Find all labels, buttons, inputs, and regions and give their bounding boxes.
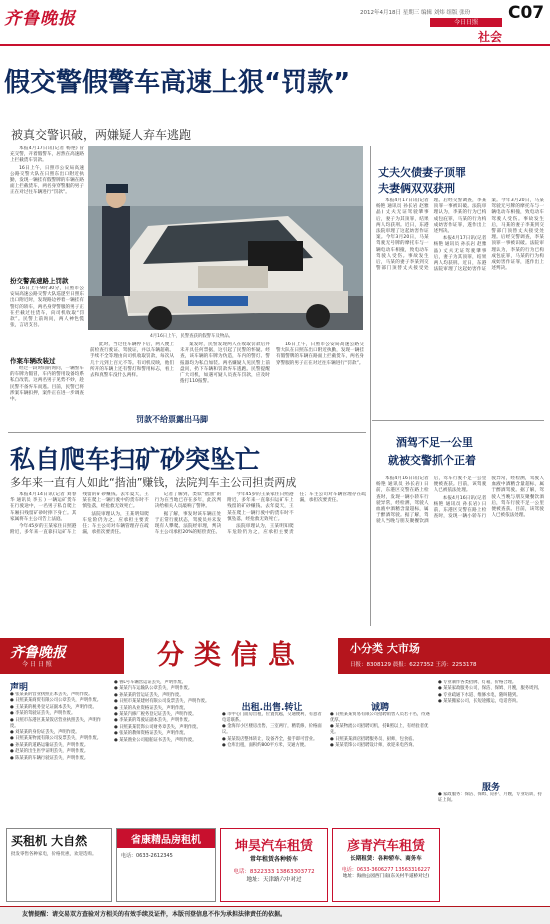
story2-body-7: 法院审理认为，王某明知爬车危险仍为之，应承担主要责任；车主公司对车辆管理存在疏漏，承担次要责任。 [227, 492, 366, 536]
ad-appliance-title: 买租机 大自然 [11, 834, 88, 848]
story1-middle-column [90, 342, 174, 412]
classified-item: ● 日照某某贸易有限公司招聘销售人员若干名，待遇优厚。 [330, 712, 430, 723]
story1-intro [10, 146, 84, 270]
ad-appliance-body: 批发零售各种家电，价格优惠，欢迎选购。 [11, 852, 97, 857]
photo-caption: 4月16日上午，民警查获的假警车及物品。 [150, 334, 234, 339]
classified-item: ● 专业制作各类招牌、灯箱，价格合理。 [438, 680, 517, 685]
ad4-phone: 电话：0633-3606277 13563316227 [341, 867, 431, 873]
story1-body-2: 经过一段时间的询问，一辆警车的车牌为假冒，车内的警用设备均系私自改装。这两名男子见势不妙，趁民警不备弃车而逃。目前，民警已将涉案车辆扣押，案件正在进一步调查中。 [10, 366, 84, 403]
ad3-address: 地址：天津路六中对过 [246, 877, 302, 883]
news-photo [88, 146, 363, 330]
story2-headline: 私自爬车扫矿砂突坠亡 [10, 445, 261, 474]
classified-item: ● 张某的教师资格证丢失，声明作废。 [114, 731, 188, 737]
classified-item: ● 王某某的税务登记证副本丢失，声明作废。 [10, 704, 97, 710]
column-divider [370, 146, 371, 626]
col-jobs-head: 诚聘 [370, 703, 389, 713]
classified-item: ● 日照市某某建材有限公司发票丢失，声明作废。 [114, 699, 210, 705]
story1-section-1 [10, 286, 84, 352]
story2-body-6: 今年45岁的王某家住日照港附近，多年来一直靠扫运矿车上残留的矿砂赚钱。去年夏天，王某在爬上一辆行驶中的货车时不慎坠落，经抢救无效死亡。 [227, 492, 294, 522]
classified-item: ● 日照某某物流有限公司发票丢失，声明作废。 [10, 736, 102, 742]
classified-item: ● 鲁L号车辆营运证丢失，声明作废。 [114, 680, 186, 685]
jobs-list [330, 712, 432, 824]
classified-item: ● 某某渔业公司船舶证书丢失，声明作废。 [114, 737, 197, 743]
side-story1-title-1: 丈夫欠债妻子顶罪 [378, 166, 466, 179]
story2-subhead: 多年来一直有人如此“揩油”赚钱，法院判车主公司担责两成 [10, 476, 297, 489]
header-rule [0, 44, 550, 46]
classified-item: ● 金海岸小区楼房出售，三室两厅，精装修，价格面议。 [222, 724, 322, 736]
side-story2-text: 本报4月16日讯(记者 杨艳 通讯员 孙长岩) 日前，东港区交警在路上检查时，发现一辆小轿车行驶异常，经检测，驾驶人血液中酒精含量超标，属于醉酒驾驶。据了解，驾驶人当晚与朋友聚餐饮酒后，驾车行驶不足一公里便被查获。目前，该驾驶人已被依法处理。 [376, 476, 487, 525]
classified-item: ● 孙某某的道路运输证丢失，声明作废。 [10, 742, 89, 748]
ad4-subtitle: 长期租赁：各种轿车、商务车 [350, 856, 422, 862]
service-list [438, 680, 544, 776]
story-divider [8, 432, 366, 433]
ad-phone-rental [116, 828, 216, 902]
classified-item: ● 王某的从业资格证丢失，声明作废。 [114, 705, 188, 711]
side-story1-text: 本报4月17日讯(记者 杨艳 通讯员 孙长岩 赵雅晶) 丈夫无证驾驶肇事后，妻子为其顶罪，结果两人均获刑。近日，东港法院审理了这起妨害作证案。今年3月20日，马某驾驶无号牌的摩托车与一辆电动车相撞，致电动车驾驶人受伤。事故发生后，马某的妻子李某到交警部门顶替丈夫接受处理。后经交警调查，李某顶罪一事被识破。法院审理认为，李某的行为已构成包庇罪，马某的行为构成妨害作证罪，遂作出上述判决。 [376, 198, 487, 272]
classified-item: ● 赵某的出生医学证明丢失，声明作废。 [10, 749, 89, 755]
col-statement-head: 声明 [10, 683, 29, 693]
story2-body-5: 据了解，事发时该车辆正处于正常行驶状态，驾驶员并未发现有人攀爬。法院经审理，判决车主公司承担20%的赔偿责任。 [154, 511, 222, 536]
ad-appliance [6, 828, 112, 902]
dateline: 2012年4月18日 星期三 编辑 刘炜 组版 张玢 [360, 10, 471, 16]
story2-body-4: 记者了解到，类似“揩油”的行为在当地已存在多年，此次判决给相关人员敲响了警钟。 [154, 492, 222, 510]
classified-item: ● 刘某某的身份证丢失，声明作废。 [10, 729, 80, 735]
story1-subtitle-3: 罚款不给票露出马脚 [136, 415, 208, 424]
section-banner: 今日日照 [430, 18, 502, 27]
classified-item: ● 某某物流公司招聘司机，持B照以上，有经验者优先。 [330, 724, 429, 736]
classified-item: ● 某某家政服务公司，保洁、保姆、月嫂，服务周到。 [438, 686, 542, 692]
side-divider [372, 420, 544, 421]
classified-item: ● 某某搬家公司，长短途搬运，电话咨询。 [438, 699, 521, 705]
ad-phone-body: 电话：0633-2612345 [121, 853, 173, 859]
footer-notice: 友情提醒：请交易双方查验对方相关的有效手续及证件，本版刊登信息不作为承担法律责任的依据。 [0, 906, 550, 924]
col-service-head: 服务 [481, 783, 500, 793]
ad-car-rental-1 [220, 828, 328, 902]
side-story1-body [376, 198, 544, 410]
story1-subtitle-1: 扮交警高速路上罚款 [10, 277, 69, 285]
statement-list-1 [10, 692, 108, 824]
side-story1-text-cont: 本报4月17日讯(记者 杨艳 通讯员 孙长岩 赵雅晶) 丈夫无证驾驶肇事后，妻子为其顶罪，结果两人均获刑。近日，东港法院审理了这起妨害作证案。今年3月20日，马某驾驶无号牌的摩托车与一辆电动车相撞，致电动车驾驶人受伤。事故发生后，马某的妻子李某到交警部门顶替丈夫接受处理。后经交警调查，李某顶罪一事被识破。法院审理认为，李某的行为已构成包庇罪，马某的行为构成妨害作证罪，遂作出上述判决。 [433, 198, 544, 273]
col-rental-head: 出租.出售.转让 [241, 703, 303, 713]
statement-list-2 [114, 680, 216, 824]
side-story2-title-1: 酒驾不足一公里 [396, 436, 473, 449]
classified-item: ● 仓库出租，面积约800平方米，交通方便。 [222, 743, 309, 749]
classified-item: ● 日照市东港区某某饭店营业执照丢失，声明作废。 [10, 717, 102, 729]
section-title: 社会 [478, 30, 503, 44]
classified-item: ● 专业疏通下水道、维修水电，随叫随到。 [438, 692, 521, 698]
ad3-phone: 电话：8322333 13863303772 [233, 869, 315, 875]
classified-item: ● 孙某某的营运证丢失，声明作废。 [114, 692, 184, 698]
side-story2-text-cont: 本报4月16日讯(记者 杨艳 通讯员 孙长岩) 日前，东港区交警在路上检查时，发现一辆小轿车行驶异常，经检测，驾驶人血液中酒精含量超标，属于醉酒驾驶。据了解，驾驶人当晚与朋友聚餐饮酒后，驾车行驶不足一公里便被查获。目前，该驾驶人已被依法处理。 [433, 476, 544, 520]
rental-list [222, 712, 322, 824]
classified-item: ● 李某某的驾驶证副本丢失，声明作废。 [114, 718, 193, 724]
classified-slogan: 小分类 大市场 [350, 642, 420, 655]
story1-body-1: 16日上午9时30分，日照市公安局高速公路交警大队巡逻至日照东出口附近时，发现路边停着一辆挂有警灯的轿车，两名身穿警服的男子正在拦截过往货车，向司机收取“罚款”。民警上前询问，两人神色慌张，言语支吾。 [10, 286, 84, 329]
story2-body-2: 今年45岁的王某家住日照港附近，多年来一直靠扫运矿车上残留的矿砂赚钱。去年夏天，王某在爬上一辆行驶中的货车时不慎坠落，经抢救无效死亡。 [10, 492, 149, 536]
story1-headline: 假交警假警车高速上狠“罚款” [4, 68, 351, 98]
classified-item: ● 日照某某酒店招聘服务员、厨师，包食宿。 [330, 736, 417, 742]
story1-section-2 [10, 366, 84, 426]
classified-item: ● 某某汽修厂税务登记证丢失，声明作废。 [114, 712, 197, 718]
classified-item: ● 张某某的营业执照正本丢失，声明作废。 [10, 692, 93, 697]
page-number: C07 [508, 3, 545, 23]
classified-title: 分类信息 [124, 638, 338, 674]
story1-middle-text: 此时，当过往车辆停下后，两人便上前检查行驶证、驾驶证，并以车辆超载、手续不全等理由向司机收取罚款，每次从几十元到上百元不等。有司机反映，他们所开的车辆上还有警灯和警用标志，看上去和真警车没什么两样。 [90, 342, 174, 379]
service-bottom: ● 家政服务：保洁、保姆、陪护、月嫂，专业培训，持证上岗。 [438, 792, 542, 803]
classified-item: ● 陈某某的车辆行驶证丢失，声明作废。 [10, 755, 89, 761]
ad4-address: 地址：海曲公园西门南(东关村半道桥对过) [342, 874, 430, 879]
classified-phone-numbers: 日报：8308129 晨报：6227352 王涛：2253178 [350, 662, 477, 668]
story2-body-3: 法院审理认为，王某明知爬车危险仍为之，应承担主要责任；车主公司对车辆管理存在疏漏，承担次要责任。 [82, 511, 149, 536]
side-story2-body [376, 476, 544, 628]
ad-phone-title: 省康精品房租机 [117, 829, 215, 848]
story2-body-1: 本报4月14日讯(记者 刘春华 通讯员 李玉 ) 一辆运矿货车在行驶途中，一名男子私自爬上车厢扫残留矿砂时摔下身亡。其家属将车主公司告上法庭。 [10, 492, 77, 522]
side-story1-title-2: 夫妻俩双双获刑 [378, 182, 455, 195]
classified-item: ● 日照某某装饰公司财务章丢失，声明作废。 [114, 724, 201, 730]
classified-item: ● 某某汽车运输队公章丢失，声明作废。 [114, 686, 193, 692]
story1-byline: 本报4月17日讯(记者 杨艳) 冒充交警，开着假警车，居然在高速路上拦截货车罚款。 [10, 146, 84, 164]
classified-item: ● 日照某某商贸有限公司公章丢失，声明作废。 [10, 698, 102, 704]
story1-subtitle-2: 作案车辆改装过 [10, 357, 56, 365]
classified-item: ● 某某饭店整体转让，设备齐全，接手即可营业。 [222, 736, 318, 742]
classified-item: ● 某某装饰公司招聘设计师，欢迎来电咨询。 [330, 743, 417, 749]
story1-col4-text: 16日上午，日照市公安局高速公路交警大队在日照东出口附近执勤，发现一辆挂有假警牌的车辆在路面上拦截货车，两名身穿警服的男子正在对过往车辆进行“罚款”。 [276, 342, 364, 366]
ad3-title: 坤昊汽车租赁 [234, 839, 313, 854]
police-car-photo [88, 146, 363, 330]
classified-logo: 齐鲁晚报 [10, 645, 66, 661]
story1-intro-text: 16日上午，日照市公安局高速公路交警大队在日照东出口附近执勤，发现一辆挂有假警牌的车辆在路面上拦截货车，两名身穿警服的男子正在对过往车辆进行“罚款”。 [10, 165, 84, 196]
story1-column-4 [276, 342, 364, 422]
story2-body [10, 492, 366, 628]
story1-column-3 [180, 342, 270, 410]
ad4-title: 彦青汽车租赁 [346, 839, 425, 854]
story1-subhead: 被真交警识破，两嫌疑人弃车逃跑 [11, 128, 192, 142]
classified-today: 今 日 日 照 [22, 661, 52, 668]
ad3-subtitle: 常年租赁各种轿车 [249, 856, 298, 863]
story1-right-text: 案发时，民警发现两人在收取罚款后并未开具任何票据，这引起了民警的怀疑。经查，该车辆的车牌为伪造，车内的警灯、警报器均为私自加装。两名嫌疑人见民警上前盘问，扔下车辆和罚款弃车逃跑。民警提醒广大司机，如遇可疑人员查车罚款，应及时拨打110报警。 [180, 342, 270, 385]
classified-item: ● 李某的驾驶证丢失，声明作废。 [10, 711, 76, 717]
ad-car-rental-2 [332, 828, 440, 902]
newspaper-logo: 齐鲁晚报 [4, 9, 76, 29]
classified-item: ● 市中心门面房出租，位置优越，交通便利，有意者电话联系。 [222, 712, 322, 723]
side-story2-title-2: 就被交警抓个正着 [388, 454, 476, 467]
